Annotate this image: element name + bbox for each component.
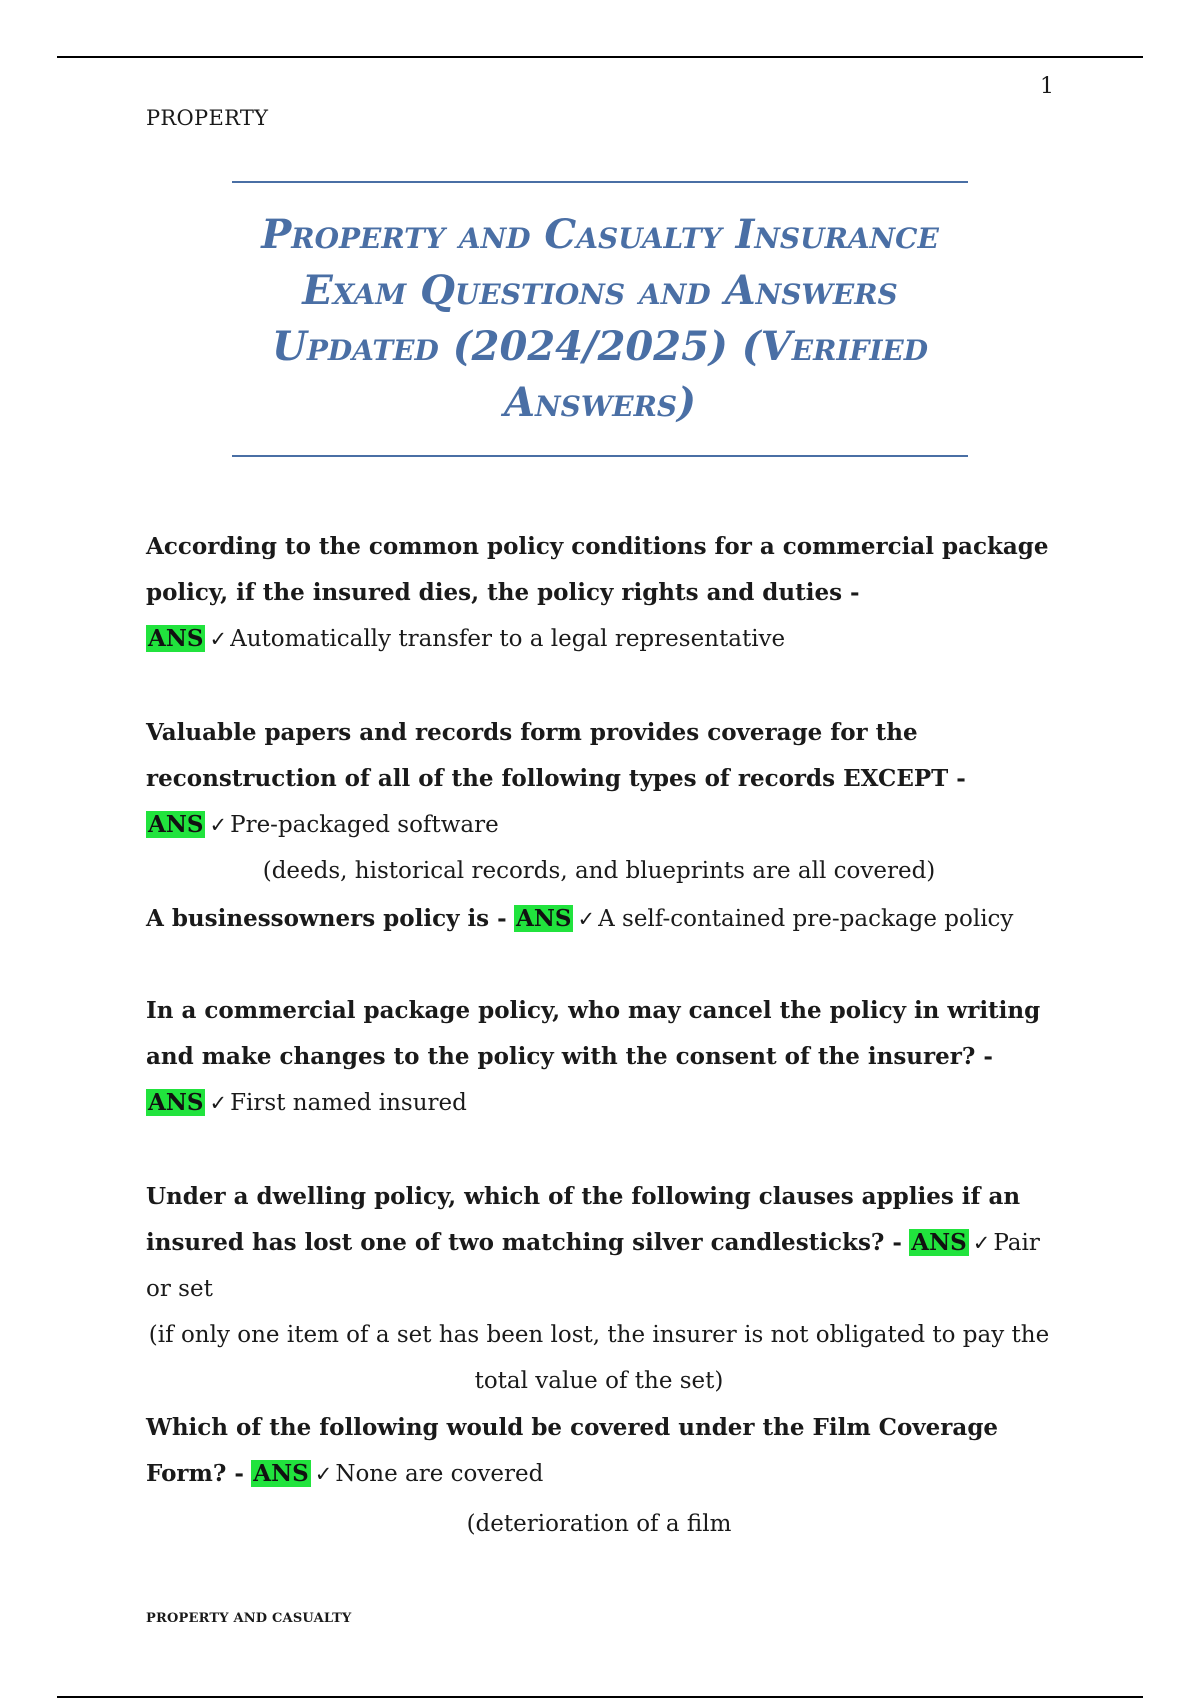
ans-label: ANS	[516, 905, 572, 932]
check-icon: ✓	[577, 907, 596, 931]
title-rule-top	[232, 181, 968, 183]
answer-text: A self-contained pre-package policy	[598, 906, 1014, 932]
qa-item-1	[146, 524, 1056, 662]
question-text: Which of the following would be covered under the Film Coverage Form? -	[146, 1414, 999, 1487]
answer-text: None are covered	[335, 1461, 544, 1487]
check-icon: ✓	[314, 1462, 333, 1486]
page-header: PROPERTY	[146, 106, 269, 130]
answer-text: First named insured	[230, 1090, 467, 1116]
answer-note: (deterioration of a film	[466, 1511, 732, 1537]
title-rule-bottom	[232, 455, 968, 457]
answer-text: Pre-packaged software	[230, 812, 499, 838]
qa-item-6	[146, 1405, 1056, 1547]
question-text: A businessowners policy is -	[146, 905, 507, 932]
top-rule	[57, 56, 1143, 58]
qa-item-3	[146, 896, 1056, 942]
qa-item-5	[146, 1174, 1056, 1404]
page-footer: PROPERTY AND CASUALTY	[146, 1611, 352, 1626]
bottom-rule	[57, 1696, 1143, 1698]
ans-label: ANS	[148, 811, 204, 838]
check-icon: ✓	[209, 813, 228, 837]
document-title: Property and Casualty Insurance Exam Questions and Answers Updated (2024/2025) (Verified Answers)	[261, 211, 939, 426]
check-icon: ✓	[209, 627, 228, 651]
check-icon: ✓	[209, 1091, 228, 1115]
answer-note: (deeds, historical records, and blueprints are all covered)	[262, 858, 936, 884]
qa-item-2	[146, 710, 1056, 894]
page-number: 1	[1040, 74, 1054, 99]
ans-label: ANS	[148, 625, 204, 652]
answer-text: Automatically transfer to a legal representative	[230, 626, 786, 652]
qa-item-4	[146, 988, 1056, 1126]
question-text: Under a dwelling policy, which of the following clauses applies if an insured has lost one of two matching silver candlesticks? -	[146, 1183, 1021, 1256]
check-icon: ✓	[972, 1231, 991, 1255]
answer-text: Pair or set	[146, 1230, 1040, 1302]
question-text: In a commercial package policy, who may cancel the policy in writing and make changes to the policy with the consent of the insurer? -	[146, 997, 1041, 1070]
ans-label: ANS	[911, 1229, 967, 1256]
answer-note: (if only one item of a set has been lost, the insurer is not obligated to pay the total value of the set)	[148, 1322, 1050, 1394]
ans-label: ANS	[148, 1089, 204, 1116]
question-text: According to the common policy conditions for a commercial package policy, if the insured dies, the policy rights and duties -	[146, 533, 1049, 606]
ans-label: ANS	[253, 1460, 309, 1487]
title-block	[232, 181, 968, 457]
question-text: Valuable papers and records form provides coverage for the reconstruction of all of the following types of records EXCEPT -	[146, 719, 966, 792]
